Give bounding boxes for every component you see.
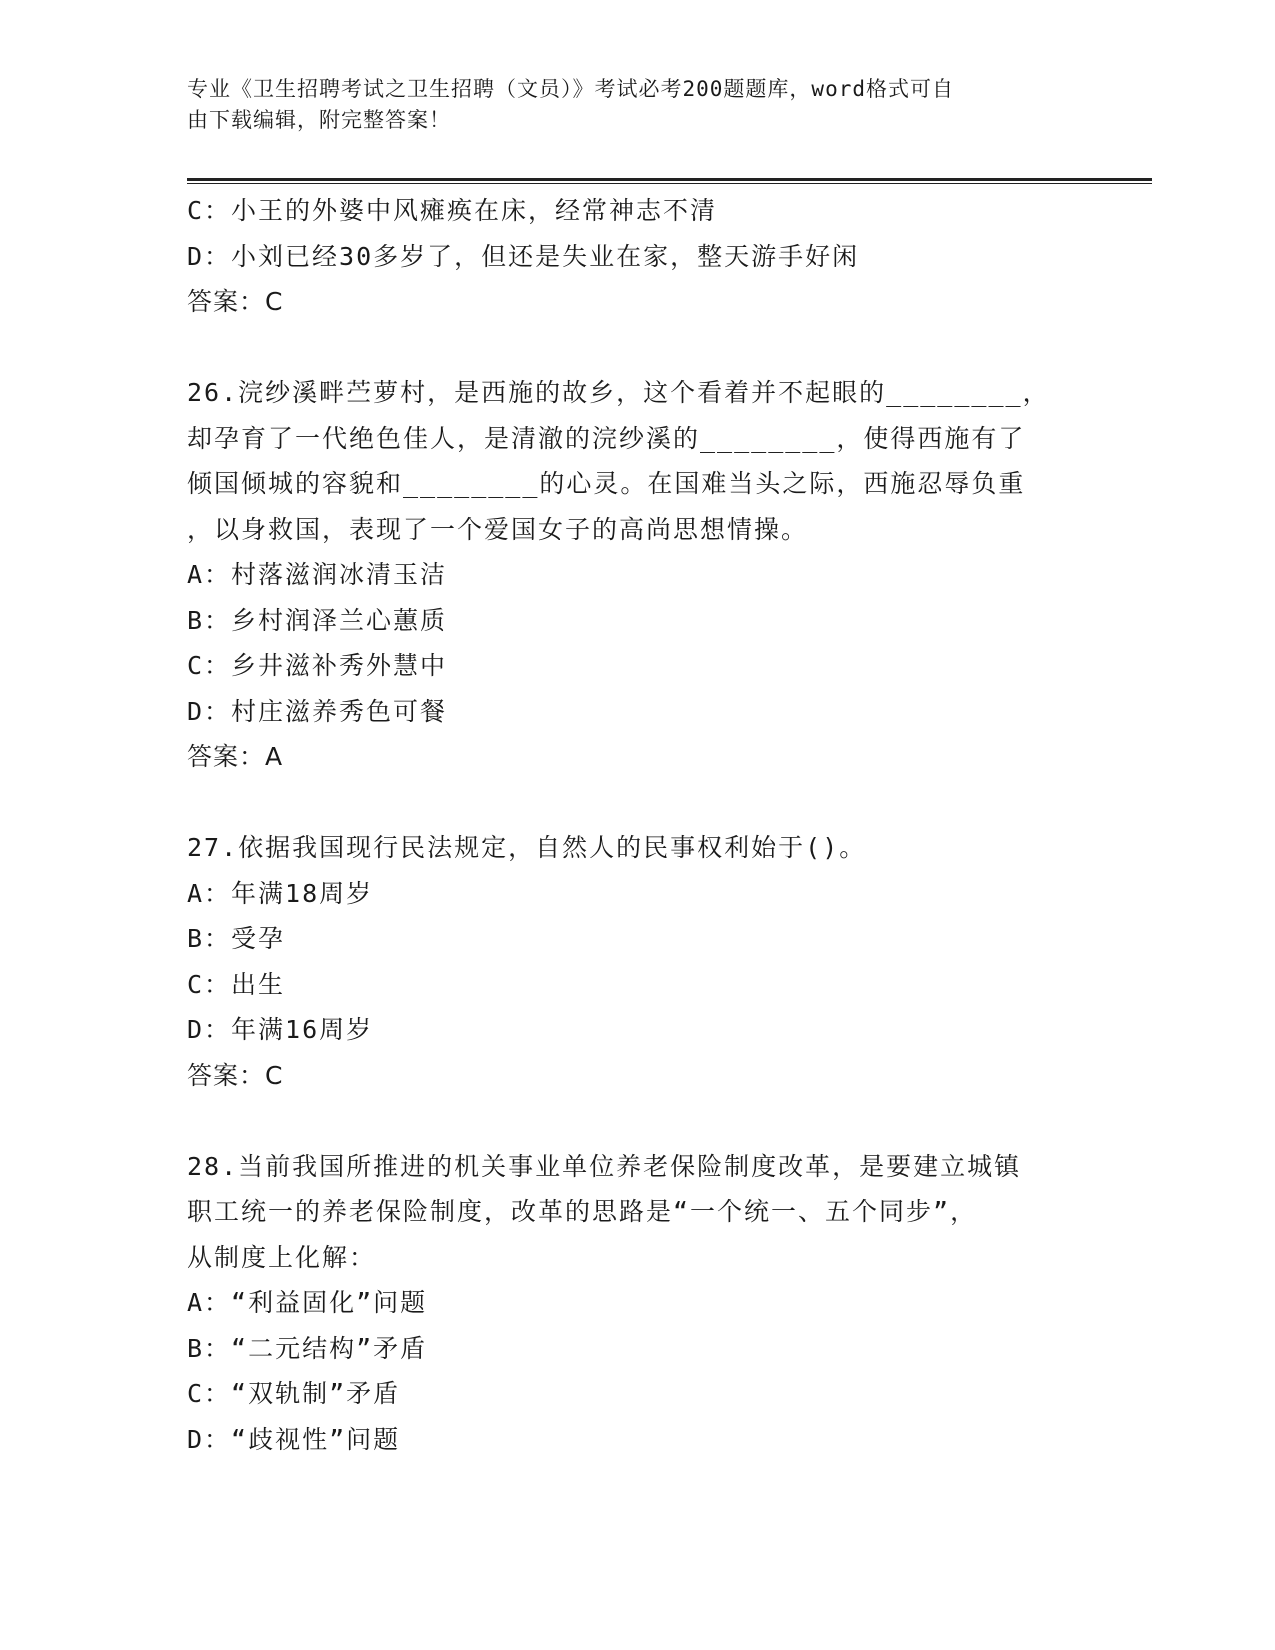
option-d: D：年满16周岁 xyxy=(187,1015,374,1044)
option-c: C：出生 xyxy=(187,969,286,999)
option-c: C：小王的外婆中风瘫痪在床，经常神志不清 xyxy=(187,196,718,225)
spacer xyxy=(187,1098,1087,1144)
question-stem-line: 26.浣纱溪畔苎萝村，是西施的故乡，这个看着并不起眼的________， xyxy=(187,378,1050,407)
spacer xyxy=(187,780,1087,826)
question-stem-line: ，以身救国，表现了一个爱国女子的高尚思想情操。 xyxy=(187,514,809,544)
answer-line: 答案：A xyxy=(187,742,284,771)
question-stem-line: 职工统一的养老保险制度，改革的思路是“一个统一、五个同步”， xyxy=(187,1197,978,1226)
header-divider-thin xyxy=(187,183,1152,184)
option-b: B：“二元结构”矛盾 xyxy=(187,1333,428,1363)
option-d: D：“歧视性”问题 xyxy=(187,1424,401,1454)
question-list xyxy=(187,188,1087,1462)
question-28 xyxy=(187,1144,1087,1463)
question-stem-line: 27.依据我国现行民法规定，自然人的民事权利始于()。 xyxy=(187,833,867,862)
spacer xyxy=(187,325,1087,371)
header-divider-thick xyxy=(187,178,1152,181)
option-d: D：小刘已经30多岁了，但还是失业在家，整天游手好闲 xyxy=(187,241,860,271)
option-a: A：“利益固化”问题 xyxy=(187,1288,428,1317)
document-header xyxy=(187,74,1087,136)
option-a: A：村落滋润冰清玉洁 xyxy=(187,560,448,589)
option-b: B：受孕 xyxy=(187,924,286,953)
question-26 xyxy=(187,370,1087,780)
option-a: A：年满18周岁 xyxy=(187,878,374,908)
question-25 xyxy=(187,188,1087,325)
question-stem-line: 倾国倾城的容貌和________的心灵。在国难当头之际，西施忍辱负重 xyxy=(187,469,1026,498)
answer-line: 答案：C xyxy=(187,1060,284,1090)
option-c: C：“双轨制”矛盾 xyxy=(187,1379,401,1408)
header-line-1: 专业《卫生招聘考试之卫生招聘（文员）》考试必考200题题库，word格式可自 xyxy=(187,77,954,101)
answer-line: 答案：C xyxy=(187,287,284,316)
option-c: C：乡井滋补秀外慧中 xyxy=(187,651,448,680)
question-stem-line: 从制度上化解： xyxy=(187,1242,377,1272)
question-stem-line: 28.当前我国所推进的机关事业单位养老保险制度改革，是要建立城镇 xyxy=(187,1151,1022,1181)
question-27 xyxy=(187,825,1087,1098)
header-line-2: 由下载编辑，附完整答案！ xyxy=(187,108,451,132)
option-b: B：乡村润泽兰心蕙质 xyxy=(187,605,448,635)
question-stem-line: 却孕育了一代绝色佳人，是清澈的浣纱溪的________，使得西施有了 xyxy=(187,423,1026,453)
option-d: D：村庄滋养秀色可餐 xyxy=(187,696,448,726)
